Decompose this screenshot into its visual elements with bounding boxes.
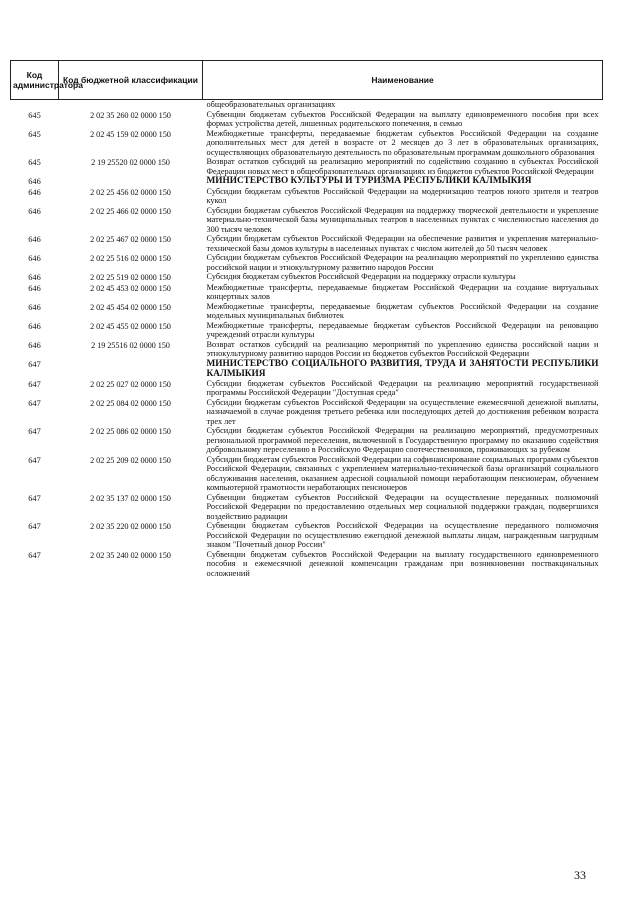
ministry-heading-row [11, 176, 603, 187]
table-row [11, 340, 603, 359]
admin-code-cell: 646 [28, 206, 41, 216]
table-row [11, 100, 603, 110]
table-row [11, 379, 603, 398]
name-cell: Субсидии бюджетам субъектов Российской Федерации на реализацию мероприятий, предусмотренных региональной программой переселения, включенной в Государственную программу по оказанию содействия добровольному переселению в Российскую Федерацию соотечественников, проживающих за рубежом [206, 426, 599, 455]
kbk-code-cell: 2 02 45 453 02 0000 150 [90, 283, 171, 293]
kbk-code-cell: 2 02 25 086 02 0000 150 [90, 427, 171, 437]
admin-code-cell: 646 [28, 340, 41, 350]
kbk-code-cell: 2 19 25520 02 0000 150 [91, 158, 170, 167]
table-row [11, 550, 603, 579]
name-cell: Межбюджетные трансферты, передаваемые бюджетам субъектов Российской Федерации на создание модельных муниципальных библиотек [206, 301, 599, 320]
kbk-code-cell: 2 02 35 260 02 0000 150 [90, 110, 171, 120]
header-admin-code: Код администратора [11, 61, 59, 100]
table-row [11, 157, 603, 176]
name-cell: общеобразовательных организациях [206, 100, 336, 109]
ministry-name-cell: МИНИСТЕРСТВО СОЦИАЛЬНОГО РАЗВИТИЯ, ТРУДА И ЗАНЯТОСТИ РЕСПУБЛИКИ КАЛМЫКИЯ [206, 358, 599, 379]
kbk-code-cell: 2 02 25 084 02 0000 150 [90, 398, 171, 408]
table-row [11, 283, 603, 302]
table-body [11, 100, 603, 579]
kbk-code-cell: 2 19 25516 02 0000 150 [91, 340, 170, 350]
admin-code-cell [11, 100, 59, 110]
table-row [11, 187, 603, 206]
admin-code-cell: 647 [28, 359, 41, 369]
name-cell: Субсидии бюджетам субъектов Российской Федерации на софинансирование социальных программ субъектов Российской Федерации, связанных с укреплением материально-технической базы организаций социального обслуживания населения, оказанием адресной социальной помощи неработающим пенсионерам, обучением компьютерной грамотности неработающих пенсионеров [206, 454, 599, 493]
header-kbk-code: Код бюджетной классификации [59, 61, 203, 100]
admin-code-cell: 646 [28, 321, 41, 331]
admin-code-cell: 646 [28, 187, 41, 197]
admin-code-cell: 646 [28, 302, 41, 312]
name-cell: Возврат остатков субсидий на реализацию мероприятий по содействию созданию в субъектах Российской Федерации новых мест в общеобразовательных организациях из бюджетов субъектов Российской Федерации [206, 157, 599, 176]
kbk-code-cell: 2 02 25 466 02 0000 150 [90, 206, 171, 216]
name-cell: Субсидия бюджетам субъектов Российской Федерации на поддержку отрасли культуры [206, 272, 516, 281]
admin-code-cell: 646 [28, 273, 41, 282]
kbk-code-cell: 2 02 35 240 02 0000 150 [90, 550, 171, 560]
name-cell: Субвенции бюджетам субъектов Российской Федерации на осуществление переданных полномочий Российской Федерации по предоставлению отдельных мер социальной поддержки граждан, подвергшихся воздействию радиации [206, 492, 599, 521]
name-cell: Возврат остатков субсидий на реализацию мероприятий по укреплению единства российской нации и этнокультурному развитию народов России из бюджетов субъектов Российской Федерации [206, 339, 599, 358]
kbk-code-cell: 2 02 35 220 02 0000 150 [90, 522, 171, 532]
name-cell: Субвенции бюджетам субъектов Российской Федерации на выплату государственного единовременного пособия и ежемесячной денежной компенсации гражданам при возникновении поствакцинальных осложнений [206, 549, 599, 578]
kbk-code-cell [59, 100, 203, 110]
ministry-name-cell: МИНИСТЕРСТВО КУЛЬТУРЫ И ТУРИЗМА РЕСПУБЛИКИ КАЛМЫКИЯ [206, 176, 532, 186]
kbk-code-cell: 2 02 25 456 02 0000 150 [90, 187, 171, 197]
table-row [11, 253, 603, 272]
table-row [11, 455, 603, 493]
admin-code-cell: 645 [28, 110, 41, 120]
table-row [11, 493, 603, 522]
admin-code-cell: 647 [28, 379, 41, 389]
admin-code-cell: 647 [28, 455, 41, 465]
kbk-code-cell [59, 359, 203, 379]
table-row [11, 234, 603, 253]
table-row [11, 206, 603, 235]
header-name: Наименование [203, 61, 603, 100]
name-cell: Субвенции бюджетам субъектов Российской Федерации на осуществление переданного полномочия Российской Федерации по осуществлению ежегодной денежной выплаты лицам, награжденным нагрудным знаком "Почетный донор России" [206, 521, 599, 550]
table-row [11, 302, 603, 321]
admin-code-cell: 646 [28, 235, 41, 244]
name-cell: Межбюджетные трансферты, передаваемые бюджетам субъектов Российской Федерации на создание дополнительных мест для детей в возрасте от 2 месяцев до 3 лет в образовательных организациях, осуществляющих образовательную деятельность по образовательным программам дошкольного образования [206, 128, 599, 157]
kbk-code-cell: 2 02 25 519 02 0000 150 [90, 273, 171, 282]
kbk-code-cell: 2 02 45 455 02 0000 150 [90, 321, 171, 331]
table-row [11, 398, 603, 427]
admin-code-cell: 647 [28, 550, 41, 560]
kbk-code-cell: 2 02 25 467 02 0000 150 [90, 235, 171, 244]
table-header [11, 61, 603, 100]
kbk-code-cell: 2 02 25 209 02 0000 150 [90, 455, 171, 465]
name-cell: Субсидии бюджетам субъектов Российской Федерации на модернизацию театров юного зрителя и театров кукол [206, 186, 599, 205]
table-row [11, 426, 603, 455]
admin-code-cell: 647 [28, 427, 41, 437]
ministry-heading-row [11, 359, 603, 379]
table-row [11, 110, 603, 129]
table-row [11, 521, 603, 550]
name-cell: Субсидии бюджетам субъектов Российской Федерации на реализацию мероприятий государственной программы Российской Федерации "Доступная среда" [206, 378, 599, 398]
name-cell: Межбюджетные трансферты, передаваемые бюджетам субъектов Российской Федерации на реновацию учреждений отрасли культуры [206, 320, 599, 339]
kbk-code-cell: 2 02 45 454 02 0000 150 [90, 302, 171, 312]
name-cell: Субсидии бюджетам субъектов Российской Федерации на реализацию мероприятий по укреплению единства российской нации и этнокультурному развитию народов России [206, 253, 599, 272]
table-row [11, 272, 603, 283]
admin-code-cell: 646 [28, 254, 41, 263]
name-cell: Субсидии бюджетам субъектов Российской Федерации на поддержку творческой деятельности и укрепление материально-технической базы муниципальных театров в населенных пунктах с численностью населения до 300 тысяч человек [206, 205, 599, 234]
kbk-code-cell [59, 176, 203, 187]
table-row [11, 321, 603, 340]
admin-code-cell: 647 [28, 522, 41, 532]
kbk-code-cell: 2 02 25 027 02 0000 150 [90, 379, 171, 389]
page-number: 33 [574, 868, 586, 882]
name-cell: Субвенции бюджетам субъектов Российской Федерации на выплату единовременного пособия при всех формах устройства детей, лишенных родительского попечения, в семью [206, 109, 599, 128]
name-cell: Межбюджетные трансферты, передаваемые бюджетам Российской Федерации на создание виртуальных концертных залов [206, 282, 599, 301]
admin-code-cell: 647 [28, 493, 41, 503]
admin-code-cell: 647 [28, 398, 41, 408]
kbk-code-cell: 2 02 25 516 02 0000 150 [90, 254, 171, 263]
admin-code-cell: 645 [28, 158, 41, 167]
budget-classification-table [10, 60, 603, 578]
admin-code-cell: 646 [28, 283, 41, 293]
kbk-code-cell: 2 02 35 137 02 0000 150 [90, 493, 171, 503]
table-row [11, 129, 603, 158]
name-cell: Субсидии бюджетам субъектов Российской Федерации на осуществление ежемесячной денежной выплаты, назначаемой в случае рождения третьего ребенка или последующих детей до достижения ребенком возраста трех лет [206, 397, 599, 426]
header-row [11, 61, 603, 100]
admin-code-cell: 646 [28, 177, 41, 186]
kbk-code-cell: 2 02 45 159 02 0000 150 [90, 129, 171, 139]
admin-code-cell: 645 [28, 129, 41, 139]
name-cell: Субсидии бюджетам субъектов Российской Федерации на обеспечение развития и укрепления материально-технической базы домов культуры в населенных пунктах с числом жителей до 50 тысяч человек [206, 234, 599, 253]
